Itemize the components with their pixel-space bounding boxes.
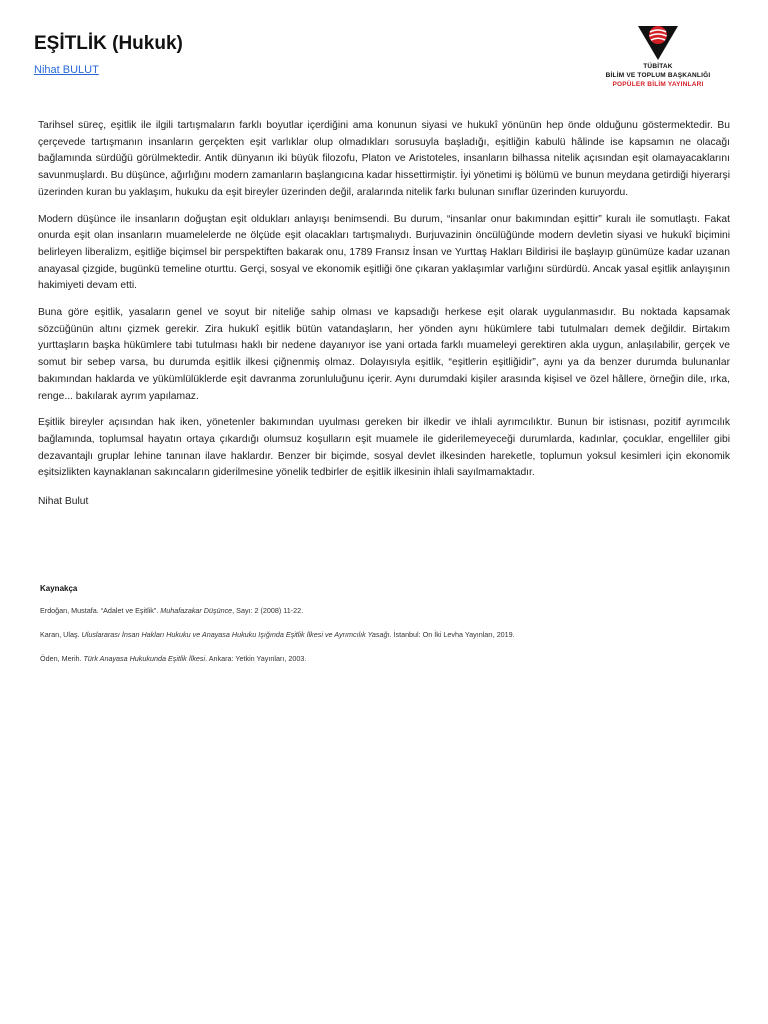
reference-item: Erdoğan, Mustafa. “Adalet ve Eşitlik”. Muhafazakar Düşünce, Sayı: 2 (2008) 11-22. <box>40 606 304 615</box>
logo-org: BİLİM VE TOPLUM BAŞKANLIĞI <box>605 72 711 79</box>
reference-item: Öden, Merih. Türk Anayasa Hukukunda Eşitlik İlkesi. Ankara: Yetkin Yayınları, 2003. <box>40 654 307 663</box>
paragraph: Buna göre eşitlik, yasaların genel ve soyut bir niteliğe sahip olması ve kapsadığı herkese eşit olarak uygulanmasıdır. Bu noktada kapsamak sözcüğünün altını çizmek gerekir. Zira hukukî eşitlik bütün vatandaşların, her yönden aynı hükümlere tabi tutulmaları demek değildir. Birtakım yurttaşların başka hükümlere tabi tutulması haklı bir nedene dayanıyor ise yani ortada farklı muameleyi gerektiren akla uygun, anlaşılabilir, gerçek ve somut bir sebep varsa, bu durumda eşitlik ilkesi çiğnenmiş olmaz. Dolayısıyla eşitlik, “eşitlerin eşitliğidir”, aynı ya da benzer durumda bulunanlar bakımından haklarda ve yükümlülüklerde eşit davranma zorunluluğunu içerir. Aynı durumdaki kişiler arasında kişisel ve özel hâllere, örneğin dile, ırka, renge... bakılarak ayrım yapılamaz. <box>38 307 730 402</box>
publisher-logo <box>588 22 728 89</box>
paragraph: Tarihsel süreç, eşitlik ile ilgili tartışmaların farklı boyutlar içerdiğini ama konunun siyasi ve hukukî yönünün hep önde olduğunu göstermektedir. Bu çerçevede tartışmanın insanların gerçekten eşit varlıklar olup olmadıkları sorusuyla başladığı, eşitliğin kabulü hâlinde ise kapsamın ne olacağı bağlamında sürdüğü görülmektedir. Antik dünyanın iki büyük filozofu, Platon ve Aristoteles, insanların bilhassa nitelik açısından eşit olamayacaklarını savunmuşlardı. Bu düşünce, ağırlığını modern zamanların başlangıcına kadar hissettirmiştir. İyi yönetimi iş bölümü ve bunun meydana getirdiği hiyerarşi üzerinden kuran bu yaklaşım, hukuku da eşit bireyler üzerinden değil, aralarında nitelik farkı bulunan sınıflar üzerinden kuruyordu. <box>38 120 730 198</box>
author-link[interactable]: Nihat BULUT <box>34 64 99 76</box>
logo-name: TÜBİTAK <box>643 63 673 70</box>
paragraph: Eşitlik bireyler açısından hak iken, yönetenler bakımından uyulması gereken bir ilkedir ve ihlali ayrımcılıktır. Bunun bir istisnası, pozitif ayrımcılık bağlamında, toplumsal hayatın ortaya çıkardığı olumsuz koşulların eşit muamele ile giderilemeyeceği durumlarda, kadınlar, çocuklar, engelliler gibi dezavantajlı gruplar lehine tanınan ilave haklardır. Benzer bir biçimde, sosyal devlet ilkesinden hareketle, toplumun yoksul kesimleri için ekonomik eşitsizlikten kaynaklanan sakıncaların giderilmesine yönelik tedbirler de eşitlik ilkesinin ihlali sayılmamaktadır. <box>38 417 730 479</box>
page-title: EŞİTLİK (Hukuk) <box>34 33 183 54</box>
signature: Nihat Bulut <box>38 496 89 508</box>
references <box>40 584 730 678</box>
paragraph: Modern düşünce ile insanların doğuştan eşit oldukları anlayışı benimsendi. Bu durum, “insanlar onur bakımından eşittir” kuralı ile somutlaştı. Fakat onurda eşit olan insanların muamelelerde ne ölçüde eşit olacakları tartışmalıydı. Burjuvazinin öncülüğünde modern devletin siyasi ve hukukî biçimini belirleyen liberalizm, eşitliğe biçimsel bir perspektiften bakarak onu, 1789 Fransız İnsan ve Yurttaş Hakları Bildirisi ile başlayıp günümüze kadar uzanan anayasal çizgide, bugünkü temeline oturttu. Gerçi, sosyal ve ekonomik eşitliği öne çıkaran yaklaşımlar varlığını sürdürdü. Ancak yasal eşitlik anlayışının hakimiyeti devam etti. <box>38 213 730 292</box>
references-heading: Kaynakça <box>40 584 78 593</box>
reference-item: Karan, Ulaş. Uluslararası İnsan Hakları Hukuku ve Anayasa Hukuku Işığında Eşitlik İlkesi ve Ayrımcılık Yasağı. İstanbul: On İki Levha Yayınları, 2019. <box>40 630 515 639</box>
tubitak-logo-icon <box>636 22 680 62</box>
logo-subtitle: POPÜLER BİLİM YAYINLARI <box>612 81 704 88</box>
article-body <box>38 118 730 521</box>
